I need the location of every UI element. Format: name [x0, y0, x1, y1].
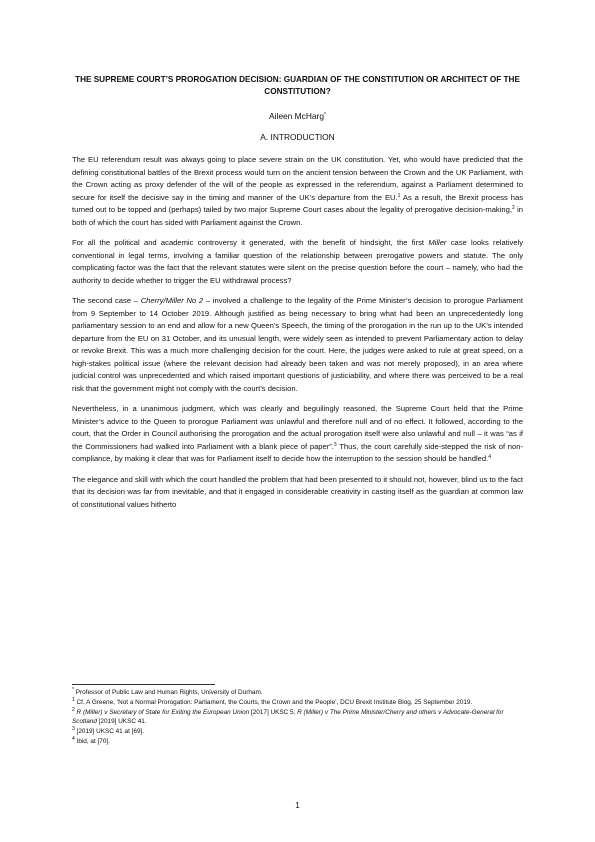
- footnote-ref-1[interactable]: 1: [397, 192, 401, 199]
- footnote-marker: 3: [72, 726, 75, 733]
- case-name-miller: Miller: [428, 238, 447, 247]
- page-number: 1: [295, 801, 300, 810]
- footnote-marker: *: [72, 687, 74, 693]
- footnote-marker: 2: [72, 706, 75, 713]
- footnote-4: $^4$ Ibid, at [70].: [72, 735, 110, 745]
- author-name: Aileen McHarg: [269, 111, 324, 121]
- footnote-1: $^1$ Cf. A Greene, ‘Not a Normal Prorogation: Parliament, the Courts, the Crown and the People’, DCU Brexit Institute Blog, 25 September 2019.: [72, 696, 473, 706]
- paragraph-2: For all the political and academic controversy it generated, with the benefit of hindsight, the first Miller case looks relatively conventional in legal terms, involving a familiar question of the relationship between prerogative powers and statute. The only complicating factor was the fact that the relevant statutes were silent on the precise question before the court – namely, who had the authority to decide whether to trigger the EU withdrawal process?: [72, 238, 524, 285]
- footnote-2: $^2$ R (Miller) v Secretary of State for Exiting the European Union [2017] UKSC 5; R (Miller) v The Prime Minister/Cherry and others v Advocate-General for Scotland [2019] UKSC 41.: [72, 706, 504, 726]
- paragraph-4: Nevertheless, in a unanimous judgment, which was clearly and beguilingly reasoned, the Supreme Court held that the Prime Minister’s advice to the Queen to prorogue Parliament was unlawful and therefore null and of no effect. It followed, according to the court, that the Order in Council authorising the prorogation and the actual prorogation itself were also unlawful and null – it was “as if the Commissioners had walked into Parliament with a blank piece of paper”.$^3$ Thus, the court carefully side-stepped the risk of non-compliance, by making it clear that was for Parliament itself to decide how the interruption to the session should be handled.$^4$: [72, 404, 523, 463]
- emphasis-was: was: [260, 416, 274, 426]
- footnotes: [72, 688, 523, 747]
- paragraph-5: The elegance and skill with which the court handled the problem that had been presented to it should not, however, blind us to the fact that its decision was far from inevitable, and that it engaged in considerable creativity in casting itself as the guardian at common law of constitutional values hitherto: [72, 474, 523, 509]
- footnote-3: $^3$ [2019] UKSC 41 at [69].: [72, 726, 145, 736]
- footnote-ref-3[interactable]: 3: [333, 441, 337, 448]
- footnote-ref-4[interactable]: 4: [488, 454, 491, 460]
- author-footnote-marker[interactable]: *: [323, 112, 326, 118]
- footnote-marker: 1: [72, 696, 75, 703]
- paragraph-3: The second case – Cherry/Miller No 2 – involved a challenge to the legality of the Prime Minister’s decision to prorogue Parliament from 9 September to 14 October 2019. Although justified as being necessary to bring what had been an unprecedentedly long parliamentary session to an end and allow for a new Queen’s Speech, the timing of the prorogation in the run up to the UK’s intended departure from the EU on 31 October, and its unusual length, were widely seen as intended to prevent Parliamentary action to delay or revoke Brexit. This was a much more challenging decision for the court. Here, the judges were asked to rule at great speed, on a high-stakes political issue (where the relevant decision had already been taken and was not merely proposed), in an area where judicial control was unprecedented and which raised important questions of justiciability, and where there was perceived to be a real risk that the government might not comply with the court’s decision.: [72, 296, 524, 393]
- section-heading: A. INTRODUCTION: [260, 132, 335, 142]
- author-line: [72, 110, 523, 122]
- footnote-marker: 4: [72, 735, 75, 742]
- footnote-star: * Professor of Public Law and Human Rights, University of Durham.: [72, 687, 263, 696]
- footnote-separator: [72, 684, 215, 685]
- document-title: THE SUPREME COURT’S PROROGATION DECISION: GUARDIAN OF THE CONSTITUTION OR ARCHITECT OF THE CONSTITUTION?: [75, 75, 520, 96]
- paragraph-1: The EU referendum result was always going to place severe strain on the UK constitution. Yet, who would have predicted that the defining constitutional battles of the Brexit process would turn on the ancient tension between the Crown and the UK Parliament, with the Crown acting as proxy defender of the will of the people as expressed in the referendum, against a Parliament determined to secure for itself the decisive say in the timing and manner of the UK’s departure from the EU.$^1$ As a result, the Brexit process has turned out to be topped and (perhaps) tailed by two major Supreme Court cases about the legality of prerogative decision-making,$^2$ in both of which the court has sided with Parliament against the Crown.: [72, 155, 523, 227]
- body-text: [72, 154, 523, 519]
- footnote-ref-2[interactable]: 2: [511, 205, 515, 211]
- case-name-cherry-miller: Cherry/Miller No 2: [140, 296, 204, 305]
